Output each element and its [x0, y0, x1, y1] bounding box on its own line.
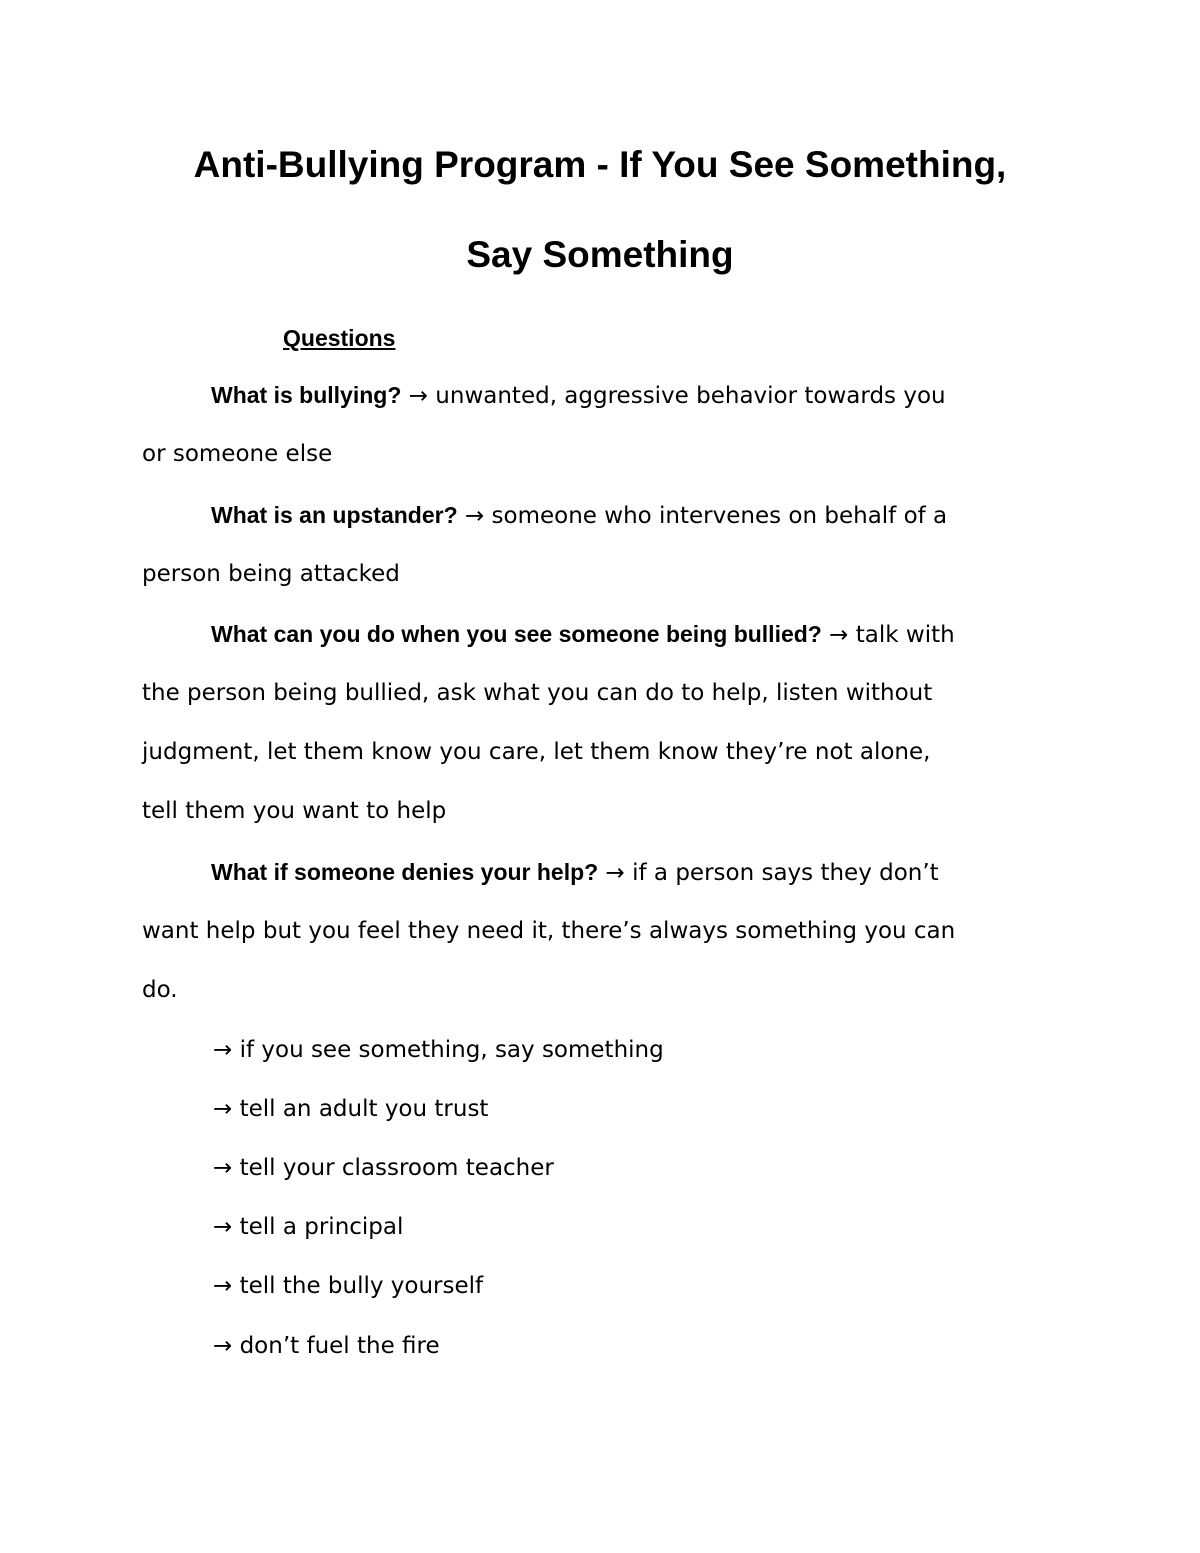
- question-text: What if someone denies your help?: [211, 859, 599, 885]
- list-item: → tell a principal: [213, 1214, 404, 1240]
- list-item: → tell an adult you trust: [213, 1096, 489, 1122]
- qa-item: [211, 619, 955, 650]
- answer-text: → talk with: [821, 622, 955, 648]
- document-title-line-1: Anti-Bullying Program - If You See Something,: [193, 144, 1007, 185]
- qa-item: [211, 857, 939, 888]
- list-item: → don’t fuel the fire: [213, 1333, 440, 1359]
- answer-continuation: want help but you feel they need it, there’s always something you can: [142, 918, 956, 944]
- section-heading: Questions: [283, 325, 396, 351]
- answer-continuation: the person being bullied, ask what you can do to help, listen without: [142, 680, 933, 706]
- qa-item: [211, 380, 946, 411]
- answer-continuation: judgment, let them know you care, let them know they’re not alone,: [142, 739, 931, 765]
- answer-text: → someone who intervenes on behalf of a: [457, 503, 948, 529]
- answer-continuation: or someone else: [142, 441, 333, 467]
- question-text: What is bullying?: [211, 382, 402, 408]
- document-title-line-2: Say Something: [466, 234, 734, 275]
- list-item: → tell the bully yourself: [213, 1273, 484, 1299]
- answer-text: → unwanted, aggressive behavior towards you: [401, 383, 946, 409]
- qa-item: [211, 500, 947, 531]
- answer-continuation: person being attacked: [142, 561, 400, 587]
- answer-continuation: do.: [142, 977, 178, 1003]
- list-item: → if you see something, say something: [213, 1037, 664, 1063]
- list-item: → tell your classroom teacher: [213, 1155, 554, 1181]
- question-text: What is an upstander?: [211, 502, 458, 528]
- question-text: What can you do when you see someone being bullied?: [211, 621, 822, 647]
- answer-text: → if a person says they don’t: [598, 860, 939, 886]
- answer-continuation: tell them you want to help: [142, 798, 447, 824]
